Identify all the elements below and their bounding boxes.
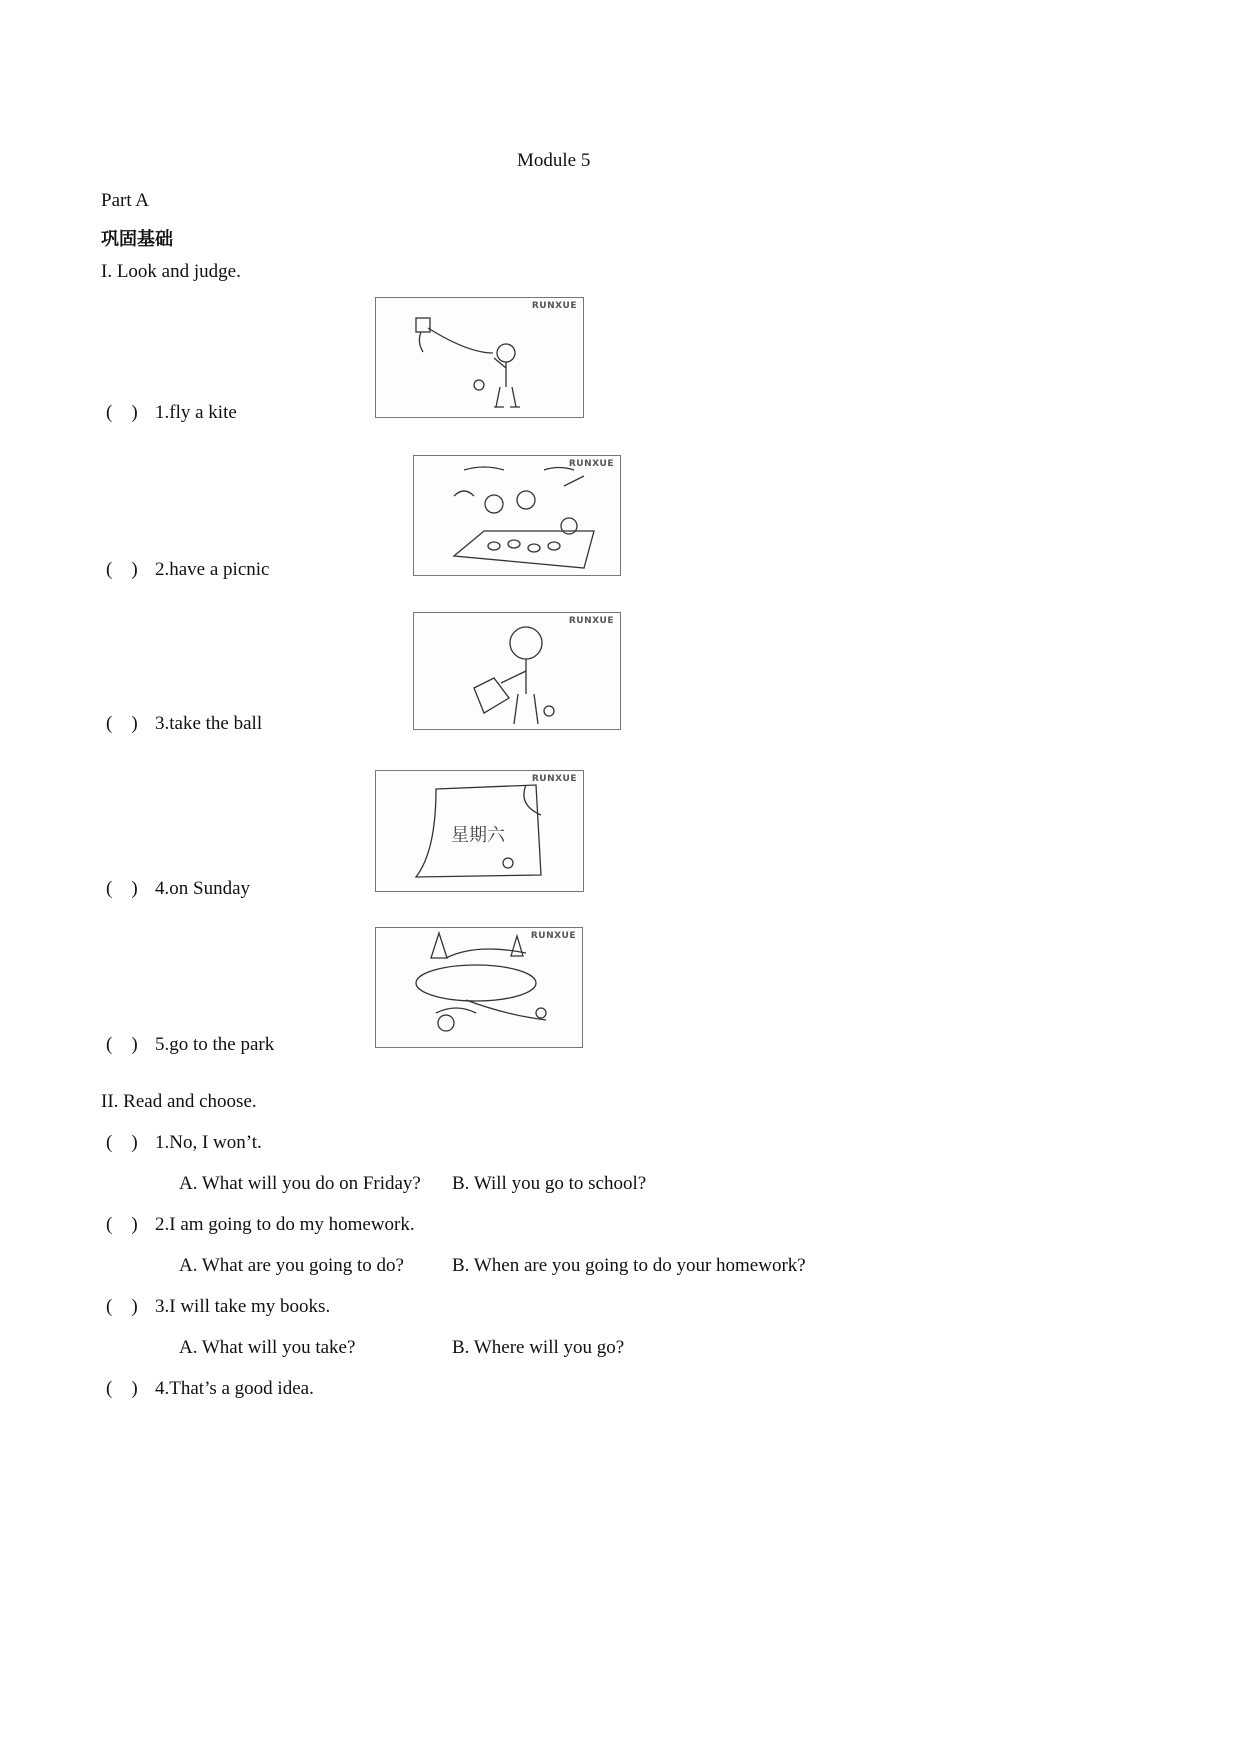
answer-bracket[interactable]: ( ) — [106, 1378, 138, 1399]
option-a: A. What will you do on Friday? — [179, 1173, 421, 1194]
option-a: A. What are you going to do? — [179, 1255, 404, 1276]
park-picture — [375, 927, 583, 1048]
logo-text: RUNXUE — [531, 301, 577, 311]
logo-text: RUNXUE — [568, 616, 614, 626]
ball-picture — [413, 612, 621, 730]
question-text: 4.That’s a good idea. — [155, 1378, 314, 1399]
option-b: B. When are you going to do your homework? — [452, 1255, 806, 1276]
page-title: Module 5 — [517, 150, 591, 171]
picnic-picture — [413, 455, 621, 576]
answer-bracket[interactable]: ( ) — [106, 1132, 138, 1153]
kite-drawing — [376, 298, 583, 417]
logo-text: RUNXUE — [531, 774, 577, 784]
answer-bracket[interactable]: ( ) — [106, 1034, 138, 1055]
answer-bracket[interactable]: ( ) — [106, 402, 138, 423]
judge-item: 1.fly a kite — [155, 402, 237, 423]
child-drawing — [414, 613, 620, 729]
answer-bracket[interactable]: ( ) — [106, 713, 138, 734]
calendar-picture — [375, 770, 584, 892]
answer-bracket[interactable]: ( ) — [106, 878, 138, 899]
section-cn-heading: 巩固基础 — [101, 229, 173, 250]
answer-bracket[interactable]: ( ) — [106, 1296, 138, 1317]
park-drawing — [376, 928, 582, 1047]
judge-item: 5.go to the park — [155, 1034, 275, 1055]
judge-item: 2.have a picnic — [155, 559, 270, 580]
section2-heading: II. Read and choose. — [101, 1091, 257, 1112]
question-text: 2.I am going to do my homework. — [155, 1214, 415, 1235]
calendar-text: 星期六 — [451, 825, 505, 846]
kite-picture — [375, 297, 584, 418]
judge-item: 3.take the ball — [155, 713, 263, 734]
part-label: Part A — [101, 190, 150, 211]
option-b: B. Will you go to school? — [452, 1173, 647, 1194]
answer-bracket[interactable]: ( ) — [106, 559, 138, 580]
logo-text: RUNXUE — [568, 459, 614, 469]
question-text: 3.I will take my books. — [155, 1296, 331, 1317]
option-b: B. Where will you go? — [452, 1337, 625, 1358]
section1-heading: I. Look and judge. — [101, 261, 241, 282]
answer-bracket[interactable]: ( ) — [106, 1214, 138, 1235]
option-a: A. What will you take? — [179, 1337, 356, 1358]
question-text: 1.No, I won’t. — [155, 1132, 262, 1153]
picnic-drawing — [414, 456, 620, 575]
judge-item: 4.on Sunday — [155, 878, 250, 899]
logo-text: RUNXUE — [530, 931, 576, 941]
